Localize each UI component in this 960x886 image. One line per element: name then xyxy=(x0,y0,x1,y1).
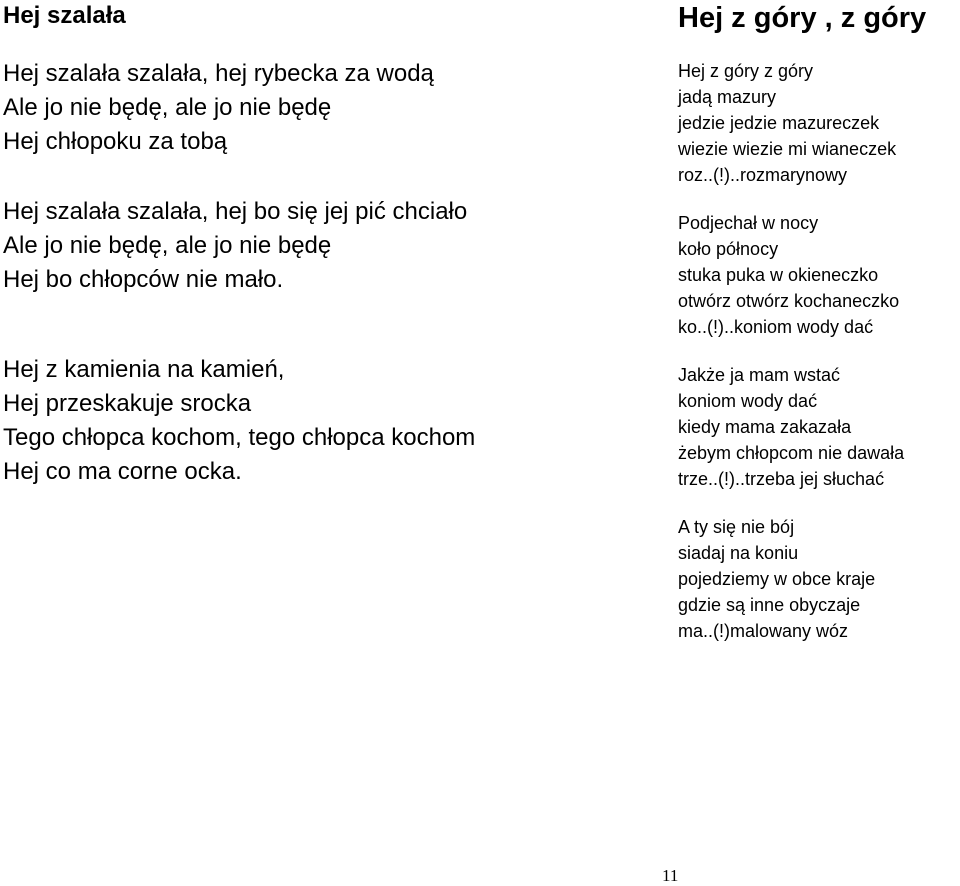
verse-line: Tego chłopca kochom, tego chłopca kochom xyxy=(3,424,476,451)
verse-line: Hej przeskakuje srocka xyxy=(3,390,252,417)
verse-line: Hej szalała szalała, hej bo się jej pić chciało xyxy=(3,198,468,225)
verse-line: ma..(!)malowany wóz xyxy=(678,621,849,641)
verse-line: jedzie jedzie mazureczek xyxy=(678,113,880,133)
verse-line: Ale jo nie będę, ale jo nie będę xyxy=(3,94,332,121)
verse-line: Jakże ja mam wstać xyxy=(678,365,841,385)
left-stanza-3 xyxy=(3,353,475,489)
verse-line: wiezie wiezie mi wianeczek xyxy=(678,139,897,159)
right-stanza-1 xyxy=(678,58,896,188)
verse-line: Podjechał w nocy xyxy=(678,213,819,233)
verse-line: gdzie są inne obyczaje xyxy=(678,595,861,615)
verse-line: roz..(!)..rozmarynowy xyxy=(678,165,848,185)
verse-line: trze..(!)..trzeba jej słuchać xyxy=(678,469,885,489)
verse-line: Hej z kamienia na kamień, xyxy=(3,356,285,383)
verse-line: stuka puka w okieneczko xyxy=(678,265,879,285)
left-song xyxy=(3,0,643,485)
page-number: 11 xyxy=(662,866,679,885)
right-stanza-2 xyxy=(678,210,899,340)
verse-line: pojedziemy w obce kraje xyxy=(678,569,876,589)
verse-line: koniom wody dać xyxy=(678,391,818,411)
verse-line: Hej chłopoku za tobą xyxy=(3,128,228,155)
verse-line: ko..(!)..koniom wody dać xyxy=(678,317,874,337)
verse-line: kiedy mama zakazała xyxy=(678,417,852,437)
verse-line: Hej szalała szalała, hej rybecka za wodą xyxy=(3,60,434,87)
left-song-title: Hej szalała xyxy=(3,2,126,29)
left-stanza-1 xyxy=(3,57,434,159)
verse-line: żebym chłopcom nie dawała xyxy=(678,443,905,463)
right-stanza-4 xyxy=(678,514,875,644)
left-stanza-2 xyxy=(3,195,467,297)
verse-line: Hej bo chłopców nie mało. xyxy=(3,266,284,293)
verse-line: Hej co ma corne ocka. xyxy=(3,458,242,485)
verse-line: koło północy xyxy=(678,239,779,259)
verse-line: Ale jo nie będę, ale jo nie będę xyxy=(3,232,332,259)
right-song-title: Hej z góry , z góry xyxy=(678,2,927,34)
verse-line: Hej z góry z góry xyxy=(678,61,814,81)
verse-line: siadaj na koniu xyxy=(678,543,799,563)
verse-line: jadą mazury xyxy=(678,87,777,107)
right-stanza-3 xyxy=(678,362,904,492)
verse-line: otwórz otwórz kochaneczko xyxy=(678,291,900,311)
verse-line: A ty się nie bój xyxy=(678,517,795,537)
